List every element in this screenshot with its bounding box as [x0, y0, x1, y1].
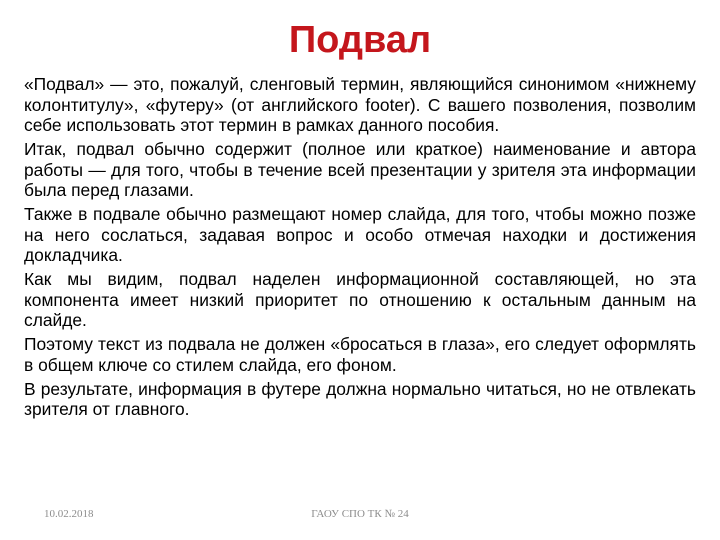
footer-organization: ГАОУ СПО ТК № 24 [311, 508, 409, 520]
paragraph-styling: Поэтому текст из подвала не должен «бросаться в глаза», его следует оформлять в общем ключе со стилем слайда, его фоном. [24, 334, 696, 375]
footer-date: 10.02.2018 [44, 508, 94, 520]
slide-body [24, 74, 696, 423]
slide-title: Подвал [288, 19, 432, 61]
paragraph-conclusion: В результате, информация в футере должна нормально читаться, но не отвлекать зрителя от главного. [24, 378, 696, 419]
paragraph-footer-contents: Итак, подвал обычно содержит (полное или краткое) наименование и автора работы — для того, чтобы в течение всей презентации у зрителя эта информации была перед глазами. [24, 139, 696, 200]
paragraph-footer-definition: «Подвал» — это, пожалуй, сленговый термин, являющийся синонимом «нижнему колонтитулу», «футеру» (от английского footer). С вашего позволения, позволим себе использовать этот термин в рамках данного пособия. [24, 74, 696, 135]
paragraph-slide-number: Также в подвале обычно размещают номер слайда, для того, чтобы можно позже на него сослаться, задавая вопрос и особо отмечая находки и достижения докладчика. [24, 204, 696, 265]
paragraph-priority: Как мы видим, подвал наделен информационной составляющей, но эта компонента имеет низкий приоритет по отношению к остальным данным на слайде. [24, 269, 696, 330]
